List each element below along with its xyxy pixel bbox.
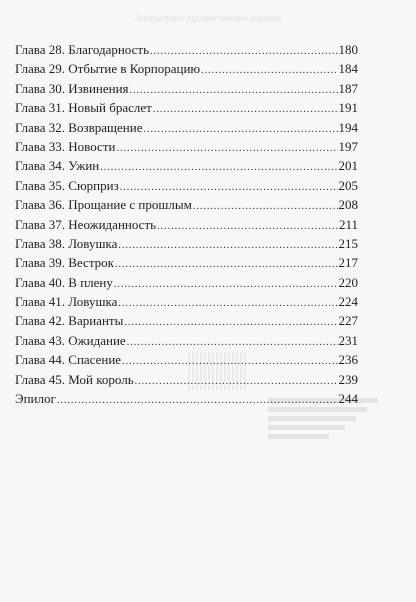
toc-leader-dots xyxy=(143,118,337,139)
toc-entry-page: 244 xyxy=(338,391,358,407)
toc-entry xyxy=(15,176,358,195)
toc-entry-page: 217 xyxy=(338,255,358,271)
toc-entry-title: Глава 35. Сюрприз xyxy=(15,177,119,193)
toc-entry xyxy=(15,234,358,253)
toc-entry-title: Глава 29. Отбытие в Корпорацию xyxy=(15,61,201,77)
toc-entry-title: Глава 43. Ожидание xyxy=(15,332,126,348)
toc-entry xyxy=(15,195,358,214)
toc-entry-page: 215 xyxy=(338,235,358,251)
toc-entry xyxy=(15,331,358,350)
toc-entry-page: 231 xyxy=(338,332,358,348)
toc-leader-dots xyxy=(150,40,337,61)
toc-leader-dots xyxy=(130,79,338,100)
toc-entry-title: Глава 32. Возвращение xyxy=(15,119,143,135)
toc-entry xyxy=(15,311,358,330)
toc-leader-dots xyxy=(127,331,338,352)
toc-leader-dots xyxy=(193,195,338,216)
toc-leader-dots xyxy=(100,156,337,177)
toc-entry xyxy=(15,40,358,59)
toc-entry-title: Глава 33. Новости xyxy=(15,138,116,154)
toc-entry-title: Глава 28. Благодарность xyxy=(15,42,150,57)
toc-entry-page: 187 xyxy=(338,80,358,96)
toc-entry xyxy=(15,370,358,389)
toc-leader-dots xyxy=(120,176,338,197)
toc-entry-page: 191 xyxy=(338,100,358,116)
toc-leader-dots xyxy=(124,311,337,332)
toc-entry-title: Глава 34. Ужин xyxy=(15,158,100,174)
toc-entry-title: Глава 38. Ловушка xyxy=(15,235,118,251)
toc-entry xyxy=(15,215,358,234)
toc-entry-title: Глава 39. Вестрок xyxy=(15,255,114,271)
toc-entry xyxy=(15,156,358,175)
toc-leader-dots xyxy=(201,59,337,80)
toc-entry-page: 236 xyxy=(338,352,358,368)
toc-entry-title: Глава 40. В плену xyxy=(15,274,113,290)
toc-entry xyxy=(15,79,358,98)
toc-entry xyxy=(15,292,358,311)
toc-entry-title: Глава 36. Прощание с прошлым xyxy=(15,197,192,213)
toc-entry-title: Глава 30. Извинения xyxy=(15,80,129,96)
toc-entry-title: Глава 42. Варианты xyxy=(15,313,124,329)
toc-entry xyxy=(15,273,358,292)
toc-entry xyxy=(15,118,358,137)
toc-entry xyxy=(15,98,358,117)
toc-entry xyxy=(15,350,358,369)
toc-entry-page: 227 xyxy=(338,313,358,329)
toc-entry-page: 208 xyxy=(338,197,358,213)
toc-entry-page: 194 xyxy=(338,119,358,135)
toc-entry-page: 220 xyxy=(338,274,358,290)
toc-entry xyxy=(15,253,358,272)
toc-entry-title: Глава 31. Новый браслет xyxy=(15,100,152,116)
toc-entry-page: 205 xyxy=(338,177,358,193)
toc-leader-dots xyxy=(157,215,338,236)
toc-entry-page: 197 xyxy=(338,138,358,154)
toc-leader-dots xyxy=(115,253,338,274)
toc-leader-dots xyxy=(114,273,338,294)
toc-entry-page: 239 xyxy=(338,371,358,387)
toc-entry-page: 224 xyxy=(338,294,358,310)
toc-entry xyxy=(15,59,358,78)
toc-entry xyxy=(15,137,358,156)
toc-entry-page: 201 xyxy=(338,158,358,174)
toc-leader-dots xyxy=(135,370,338,391)
toc-leader-dots xyxy=(153,98,338,119)
toc-leader-dots xyxy=(118,292,337,313)
toc-entry-title: Глава 45. Мой король xyxy=(15,371,134,387)
toc-entry-page: 180 xyxy=(338,42,358,57)
toc-entry-page: 211 xyxy=(338,216,358,232)
toc-entry-page: 184 xyxy=(338,61,358,77)
toc-entry-title: Эпилог xyxy=(15,391,56,407)
toc-leader-dots xyxy=(118,234,337,255)
toc-entry-title: Глава 37. Неожиданность xyxy=(15,216,157,232)
bleed-through-header: Литературно-художественное издание xyxy=(134,13,282,23)
toc-leader-dots xyxy=(122,350,337,371)
toc-leader-dots xyxy=(57,389,338,410)
table-of-contents xyxy=(15,40,358,408)
toc-entry xyxy=(15,389,358,408)
toc-entry-title: Глава 41. Ловушка xyxy=(15,294,118,310)
toc-leader-dots xyxy=(116,137,337,158)
toc-entry-title: Глава 44. Спасение xyxy=(15,352,122,368)
